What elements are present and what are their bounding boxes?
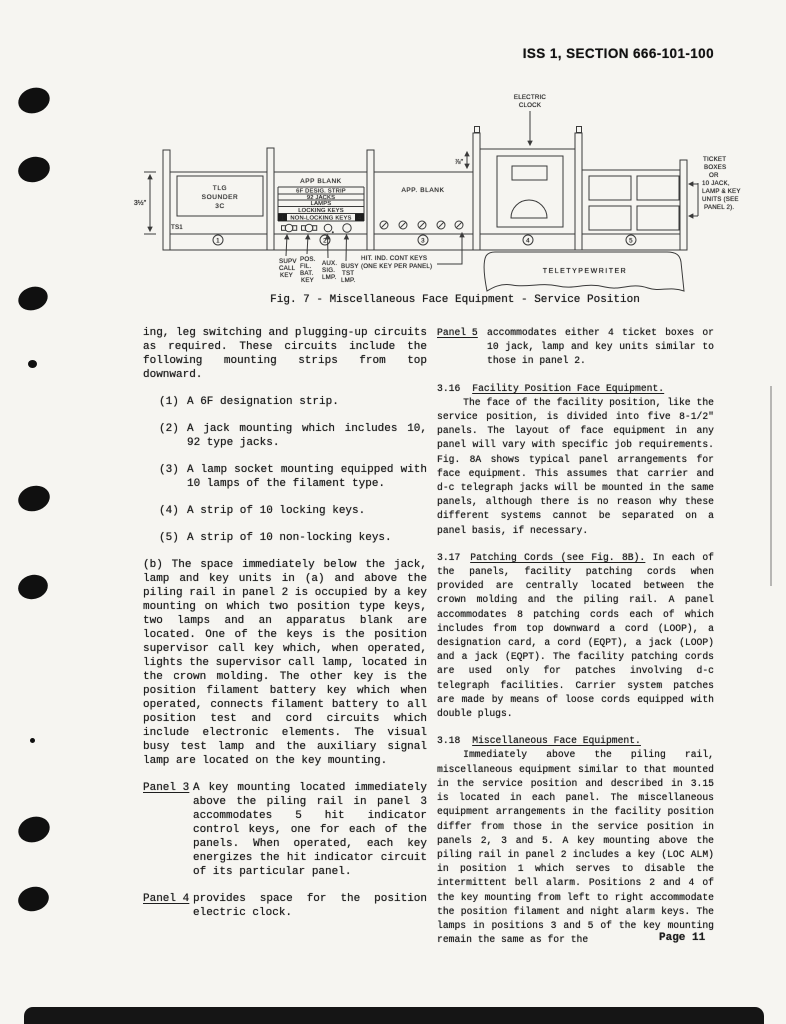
- section-title: Miscellaneous Face Equipment.: [472, 735, 641, 747]
- panel-number: 5: [629, 237, 633, 245]
- punch-hole: [15, 482, 53, 515]
- list-item: [159, 531, 427, 545]
- callout-text: 10 JACK,: [702, 180, 730, 187]
- item-b-paragraph: [143, 558, 427, 768]
- endcap-number: 1: [280, 215, 285, 222]
- section-3-16-body: The face of the facility position, like the service position, is divided into five 8-1/2" panels. The layout of face equipment in any panel will vary with specific job requirements. Fig. 8A shows typical panel arrangements for face equipment. This assumes that carrier and d-c telegraph jacks will be mounted in the same panels, although there is no reason why these different systems cannot be separated on a panel basis, if necessary.: [437, 396, 714, 536]
- paragraph-continuation: ing, leg switching and plugging-up circuits as required. These circuits include the following mounting strips from top downward.: [143, 327, 427, 381]
- scan-bottom-edge: [24, 1007, 764, 1024]
- list-item-text: A strip of 10 locking keys.: [187, 505, 366, 517]
- callout-text: LAMP & KEY: [702, 188, 741, 195]
- callout-text: TICKET: [703, 156, 727, 163]
- list-item: [159, 463, 427, 491]
- callout-text: (ONE KEY PER PANEL): [361, 263, 433, 270]
- scan-edge-artifact: [770, 386, 772, 586]
- section-title: Patching Cords (see Fig. 8B).: [470, 551, 646, 563]
- teletypewriter-outline: [484, 252, 684, 291]
- callout-text: LMP.: [322, 274, 337, 281]
- strip-label: NON-LOCKING KEYS: [290, 215, 352, 222]
- callout-text: LMP.: [341, 277, 356, 284]
- strip-label: 6F DESIG. STRIP: [296, 188, 346, 195]
- panel-number: 1: [216, 237, 220, 245]
- teletypewriter-label: TELETYPEWRITER: [542, 268, 628, 275]
- list-item-text: A strip of 10 non-locking keys.: [187, 532, 392, 544]
- list-item: [159, 504, 427, 518]
- panel-3-app-blank: [380, 187, 463, 229]
- panel-entry-text: accommodates either 4 ticket boxes or 10 jack, lamp and key units similar to those in panel 2.: [487, 327, 714, 367]
- section-body-text: In each of the panels, facility patching cords when provided are centrally located between the crown molding and the piling rail. A panel accommodates 8 patching cords each of which includes from top downward a cord (LOOP), a designation card, a cord (EQPT), a jack (LOOP) and a jack (EQPT). The facility patching cords are used only for patches involving d-c telegraph facilities. Carrier system patches are made by means of loose cords equipped with double plugs.: [437, 551, 714, 720]
- panel1-corner-label: TS1: [171, 224, 183, 231]
- panel-number: 3: [421, 237, 425, 245]
- callout-text: BOXES: [704, 164, 727, 171]
- dimension-label: 3½″: [133, 200, 147, 207]
- list-item-number: (1): [159, 396, 179, 408]
- callout-text: UNITS (SEE: [702, 196, 739, 203]
- section-3-16-heading: [437, 382, 714, 396]
- list-item-text: A jack mounting which includes 10, 92 type jacks.: [187, 423, 427, 449]
- list-item: [159, 395, 427, 409]
- scan-speck: [28, 360, 37, 368]
- panel-entry-text: A key mounting located immediately above the piling rail in panel 3 accommodates 5 hit indicator control keys, one for each of the panels. When operated, each key energizes the hit indicator circuit of its particular panel.: [193, 782, 427, 878]
- callout-text: BUSY: [341, 263, 359, 270]
- hit-indicator-keys: [380, 221, 463, 229]
- panel-entry-label: [143, 781, 193, 879]
- left-column: [143, 326, 427, 947]
- panel-entry-label: [143, 892, 193, 920]
- section-3-18-heading: [437, 734, 714, 748]
- electric-clock-label: ELECTRIC: [513, 94, 547, 101]
- list-item-number: (3): [159, 464, 179, 476]
- ticket-boxes-callout: [689, 156, 741, 216]
- punch-hole: [15, 84, 53, 118]
- panel-4-clock: [455, 94, 563, 227]
- right-column: [437, 326, 714, 947]
- callout-text: FIL.: [300, 263, 312, 270]
- panel-entry-label-text: Panel 5: [437, 327, 478, 338]
- callout-text: SUPV: [279, 258, 297, 265]
- list-item: [159, 422, 427, 450]
- punch-hole: [16, 572, 51, 603]
- panel-4-entry: [143, 892, 427, 920]
- panel-numbers: [213, 235, 636, 245]
- panel1-text: 3C: [215, 203, 225, 210]
- callout-text: KEY: [280, 272, 293, 279]
- panel1-text: SOUNDER: [201, 194, 239, 201]
- panel-entry-label-text: Panel 3: [143, 782, 190, 794]
- document-header: ISS 1, SECTION 666-101-100: [522, 46, 714, 61]
- item-b-number: (b): [143, 559, 163, 571]
- callout-text: KEY: [301, 277, 314, 284]
- panel-number: 4: [526, 237, 530, 245]
- panel1-text: TLG: [212, 185, 228, 192]
- clock-dimension-label: ⅞″: [454, 159, 463, 166]
- section-number: 3.18: [437, 735, 461, 747]
- section-3-18-body: Immediately above the piling rail, miscellaneous equipment similar to that mounted in the service position and described in 3.15 is located in each panel. The miscellaneous equipment arrangements in the facility position differ from those in the service position in panels 2, 3 and 5. A key mounting above the piling rail in panel 2 includes a key (LOC ALM) in position 1 which serves to disable the intermittent bell alarm. Positions 2 and 4 of the key mounting from left to right accommodate the position filament and night alarm keys. The lamps in positions 3 and 5 of the key mounting remain the same as for the: [437, 749, 714, 946]
- section-number: 3.16: [437, 382, 461, 394]
- strip-label: LOCKING KEYS: [298, 208, 344, 214]
- callout-text: SIG.: [322, 267, 336, 274]
- panel-5-ticket-boxes: [589, 176, 679, 230]
- callout-text: HIT. IND. CONT KEYS: [361, 255, 428, 262]
- punch-hole: [15, 154, 52, 186]
- panel3-label: APP. BLANK: [401, 187, 445, 194]
- callout-text: PANEL 2).: [704, 204, 735, 211]
- section-title: Facility Position Face Equipment.: [472, 382, 665, 394]
- key-callout-labels: [279, 235, 359, 284]
- page-number: Page 11: [659, 932, 706, 944]
- callout-text: AUX.: [322, 260, 338, 267]
- panel-2-strips: [278, 178, 364, 233]
- list-item-number: (5): [159, 532, 179, 544]
- list-item-number: (4): [159, 505, 179, 517]
- panel-1-sounder: [171, 176, 263, 231]
- endcap-number: 4: [357, 215, 362, 222]
- hit-indicator-callout: [361, 233, 462, 270]
- list-item-number: (2): [159, 423, 179, 435]
- strip-label: 92 JACKS: [306, 195, 336, 201]
- text-columns: [143, 326, 715, 947]
- punch-hole: [15, 813, 53, 847]
- panel-entry-text: provides space for the position electric clock.: [193, 893, 427, 919]
- scan-speck: [30, 738, 35, 743]
- callout-text: POS.: [300, 256, 316, 263]
- strip-label: LAMPS: [310, 201, 332, 208]
- item-b-text: The space immediately below the jack, lamp and key units in (a) and above the piling rail in panel 2 is occupied by a key mounting on which two position type keys, two lamps and an apparatus blank are located. One of the keys is the position supervisor call key which, when operated, lights the supervisor call lamp, located in the crown molding. The other key is the position filament battery key which when operated, connects filament battery to all position test and cord circuits which include electronic elements. The visual busy test lamp and the auxiliary signal lamp are located on the key mounting.: [143, 559, 427, 767]
- figure-7-drawing: [130, 85, 770, 297]
- figure-caption: Fig. 7 - Miscellaneous Face Equipment - Service Position: [270, 294, 640, 306]
- panel-entry-label-text: Panel 4: [143, 893, 190, 905]
- callout-text: CALL: [279, 265, 296, 272]
- panel-number: 2: [323, 237, 327, 245]
- list-item-text: A lamp socket mounting equipped with 10 lamps of the filament type.: [187, 464, 427, 490]
- list-item-text: A 6F designation strip.: [187, 396, 339, 408]
- section-3-17-paragraph: [437, 551, 714, 721]
- panel-5-entry: [437, 326, 714, 369]
- panel-3-entry: [143, 781, 427, 879]
- panel-entry-label: [437, 326, 487, 369]
- punch-hole: [16, 884, 52, 915]
- callout-text: BAT.: [300, 270, 314, 277]
- punch-hole: [15, 283, 51, 314]
- electric-clock-label: CLOCK: [518, 102, 542, 109]
- height-dimension: [134, 172, 156, 234]
- callout-text: OR: [709, 172, 719, 179]
- callout-text: TST: [342, 270, 355, 277]
- app-blank-strip: APP BLANK: [300, 178, 342, 185]
- key-and-lamp-symbols: [282, 224, 352, 233]
- section-number: 3.17: [437, 551, 461, 563]
